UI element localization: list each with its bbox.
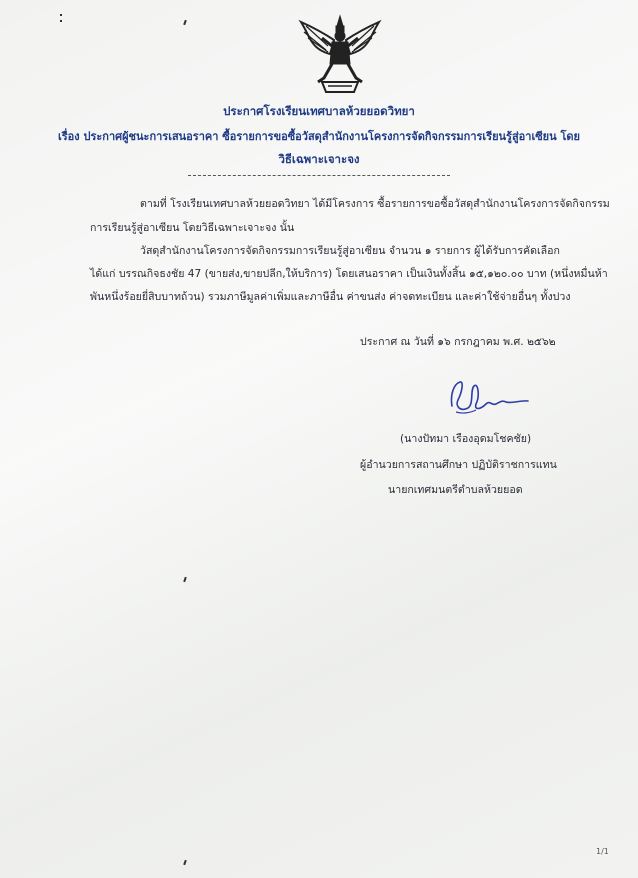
body-paragraph-2-line-1: วัสดุสำนักงานโครงการจัดกิจกรรมการเรียนรู้สู่อาเซียน จำนวน ๑ รายการ ผู้ได้รับการคัดเลือก <box>140 245 560 257</box>
body-paragraph-2-line-2: ได้แก่ บรรณกิจธงชัย 47 (ขายส่ง,ขายปลีก,ให้บริการ) โดยเสนอราคา เป็นเงินทั้งสิ้น ๑๕,๑๒๐.๐๐ บาท (หนึ่งหมื่นห้า <box>90 268 608 280</box>
body-paragraph-2-line-3: พันหนึ่งร้อยยี่สิบบาทถ้วน) รวมภาษีมูลค่าเพิ่มและภาษีอื่น ค่าขนส่ง ค่าจดทะเบียน และค่าใช้จ่ายอื่นๆ ทั้งปวง <box>90 291 571 303</box>
page-number: 1/1 <box>596 847 609 856</box>
document-subject-cont: วิธีเฉพาะเจาะจง <box>278 152 360 166</box>
signatory-name: (นางปัทมา เรืองอุดมโชคชัย) <box>400 433 532 445</box>
document-title: ประกาศโรงเรียนเทศบาลห้วยยอดวิทยา <box>223 104 415 118</box>
announcement-date: ประกาศ ณ วันที่ ๑๖ กรกฎาคม พ.ศ. ๒๕๖๒ <box>360 336 556 348</box>
signature <box>440 370 530 422</box>
scan-speck <box>183 577 187 582</box>
body-paragraph-1-line-1: ตามที่ โรงเรียนเทศบาลห้วยยอดวิทยา ได้มีโครงการ ซื้อรายการขอซื้อวัสดุสำนักงานโครงการจัดกิจกรรม <box>140 198 610 210</box>
scan-speck <box>183 20 187 25</box>
garuda-emblem-icon <box>298 12 382 96</box>
scan-speck <box>183 860 187 865</box>
signatory-position-cont: นายกเทศมนตรีตำบลห้วยยอด <box>388 484 523 496</box>
divider-line <box>188 175 450 176</box>
body-paragraph-1-line-2: การเรียนรู้สู่อาเซียน โดยวิธีเฉพาะเจาะจง นั้น <box>90 222 295 234</box>
scan-speck <box>60 14 62 16</box>
scan-speck <box>60 20 62 22</box>
document-subject: เรื่อง ประกาศผู้ชนะการเสนอราคา ซื้อรายการขอซื้อวัสดุสำนักงานโครงการจัดกิจกรรมการเรียนรู้สู่อาเซียน โดย <box>58 130 580 143</box>
signatory-position: ผู้อำนวยการสถานศึกษา ปฏิบัติราชการแทน <box>360 459 557 471</box>
